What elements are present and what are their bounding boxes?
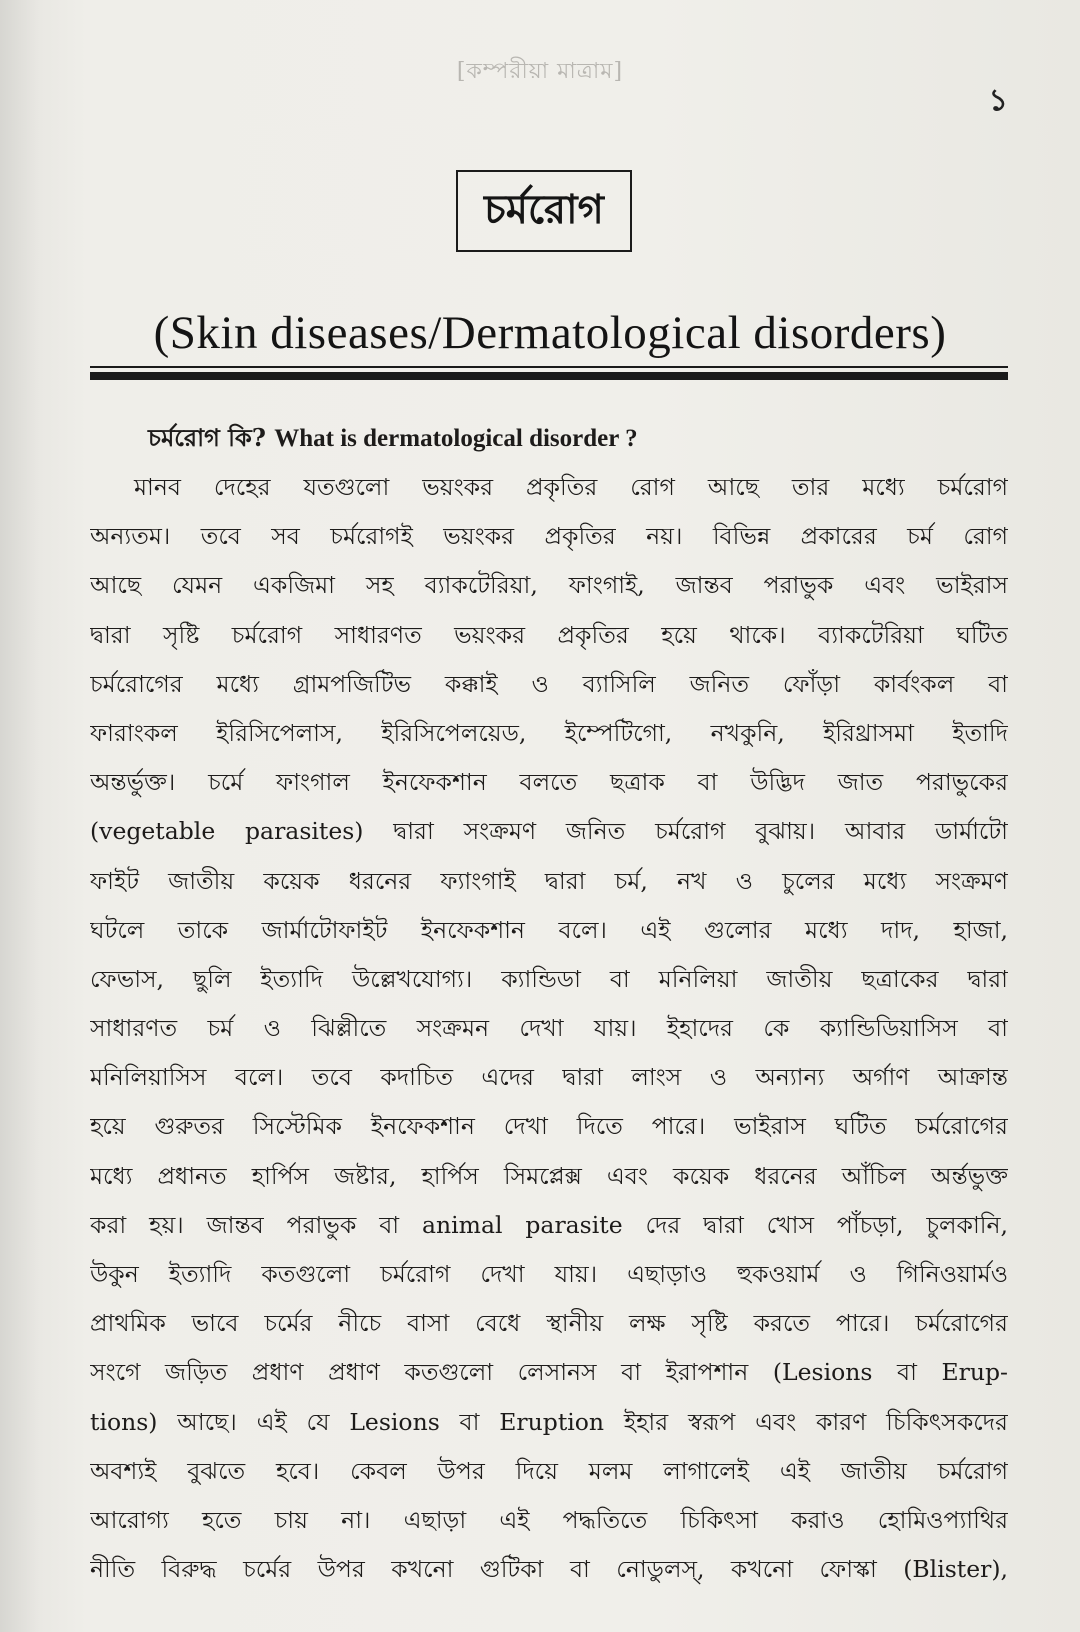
body-line: করা হয়। জান্তব পরাভুক বা animal parasite দের দ্বারা খোস পাঁচড়া, চুলকানি, bbox=[90, 1210, 1008, 1239]
question-english: What is dermatological disorder ? bbox=[274, 425, 638, 452]
body-line: (vegetable parasites) দ্বারা সংক্রমণ জনিত চর্মরোগ বুঝায়। আবার ডার্মাটো bbox=[90, 817, 1008, 846]
body-line: অন্তর্ভুক্ত। চর্মে ফাংগাল ইনফেকশান বলতে ছত্রাক বা উদ্ভিদ জাত পরাভুকের bbox=[90, 768, 1008, 797]
running-head: [কম্পরীয়া মাত্রাম] bbox=[456, 59, 624, 84]
body-line: নীতি বিরুদ্ধ চর্মের উপর কখনো গুটিকা বা নোডুলস্, কখনো ফোস্কা (Blister), bbox=[90, 1555, 1008, 1584]
body-line: ফারাংকল ইরিসিপেলাস, ইরিসিপেলয়েড, ইম্পেটিগো, নখকুনি, ইরিথ্রাসমা ইতাদি bbox=[90, 718, 1008, 747]
body-line: আছে যেমন একজিমা সহ ব্যাকটেরিয়া, ফাংগাই, জান্তব পরাভুক এবং ভাইরাস bbox=[90, 571, 1008, 600]
body-line: অবশ্যই বুঝতে হবে। কেবল উপর দিয়ে মলম লাগালেই এই জাতীয় চর্মরোগ bbox=[90, 1456, 1008, 1485]
chapter-title: চর্মরোগ bbox=[484, 185, 604, 233]
body-line: মানব দেহের যতগুলো ভয়ংকর প্রকৃতির রোগ আছে তার মধ্যে চর্মরোগ bbox=[134, 473, 1008, 501]
body-line: মনিলিয়াসিস বলে। তবে কদাচিত এদের দ্বারা লাংস ও অন্যান্য অর্গাণ আক্রান্ত bbox=[90, 1063, 1008, 1092]
body-line: tions) আছে। এই যে Lesions বা Eruption ইহার স্বরূপ এবং কারণ চিকিৎসকদের bbox=[90, 1407, 1008, 1436]
chapter-title-box bbox=[456, 170, 632, 252]
page-edge-shadow bbox=[0, 0, 40, 1632]
body-line: দ্বারা সৃষ্টি চর্মরোগ সাধারণত ভয়ংকর প্রকৃতির হয়ে থাকে। ব্যাকটেরিয়া ঘটিত bbox=[90, 620, 1008, 649]
body-line: মধ্যে প্রধানত হার্পিস জষ্টার, হার্পিস সিমপ্লেক্স এবং কয়েক ধরনের আঁচিল অর্ন্তভুক্ত bbox=[90, 1161, 1008, 1190]
title-rule-thick bbox=[90, 372, 1008, 380]
question-bengali: চর্মরোগ কি? bbox=[148, 423, 266, 452]
body-line: ঘটলে তাকে জার্মাটোফাইট ইনফেকশান বলে। এই গুলোর মধ্যে দাদ, হাজা, bbox=[90, 915, 1008, 944]
body-line: ফেভাস, ছুলি ইত্যাদি উল্লেখযোগ্য। ক্যান্ডিডা বা মনিলিয়া জাতীয় ছত্রাকের দ্বারা bbox=[90, 964, 1008, 993]
body-line: সাধারণত চর্ম ও ঝিল্লীতে সংক্রমন দেখা যায়। ইহাদের কে ক্যান্ডিডিয়াসিস বা bbox=[90, 1014, 1008, 1043]
body-line: আরোগ্য হতে চায় না। এছাড়া এই পদ্ধতিতে চিকিৎসা করাও হোমিওপ্যাথির bbox=[90, 1505, 1008, 1534]
body-line: ফাইট জাতীয় কয়েক ধরনের ফ্যাংগাই দ্বারা চর্ম, নখ ও চুলের মধ্যে সংক্রমণ bbox=[90, 866, 1008, 895]
body-line: অন্যতম। তবে সব চর্মরোগই ভয়ংকর প্রকৃতির নয়। বিভিন্ন প্রকারের চর্ম রোগ bbox=[90, 522, 1008, 551]
title-rule-thin bbox=[90, 366, 1008, 368]
body-line: সংগে জড়িত প্রধাণ প্রধাণ কতগুলো লেসানস বা ইরাপশান (Lesions বা Erup- bbox=[90, 1358, 1008, 1387]
section-question-heading bbox=[148, 420, 638, 460]
body-line: হয়ে গুরুতর সিস্টেমিক ইনফেকশান দেখা দিতে পারে। ভাইরাস ঘটিত চর্মরোগের bbox=[90, 1112, 1008, 1141]
chapter-subtitle: (Skin diseases/Dermatological disorders) bbox=[153, 307, 947, 359]
body-line: উকুন ইত্যাদি কতগুলো চর্মরোগ দেখা যায়। এছাড়াও হুকওয়ার্ম ও গিনিওয়ার্মও bbox=[90, 1260, 1008, 1288]
body-paragraph bbox=[90, 463, 1008, 1594]
body-line: চর্মরোগের মধ্যে গ্রামপজিটিভ কক্কাই ও ব্যাসিলি জনিত ফোঁড়া কার্বংকল বা bbox=[90, 669, 1008, 698]
page-number: ১ bbox=[988, 83, 1008, 118]
body-line: প্রাথমিক ভাবে চর্মের নীচে বাসা বেধে স্থানীয় লক্ষ সৃষ্টি করতে পারে। চর্মরোগের bbox=[90, 1309, 1008, 1338]
